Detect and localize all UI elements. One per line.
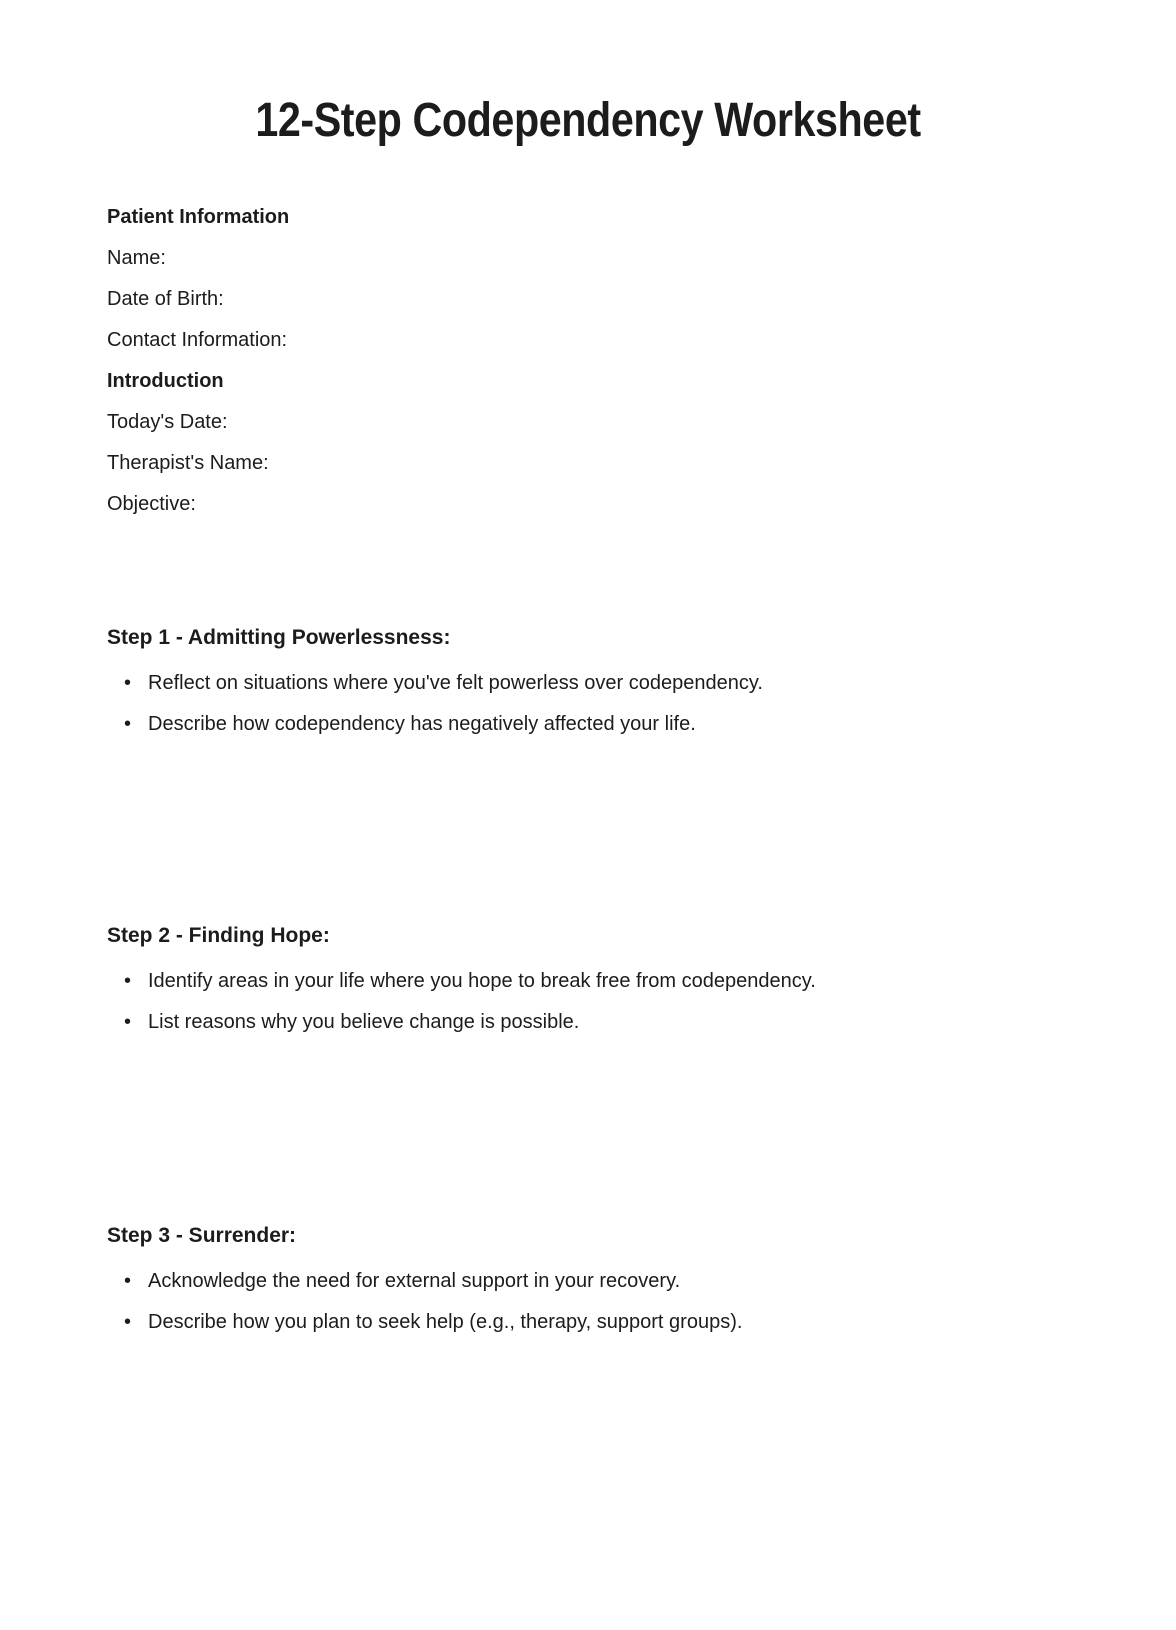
bullet-item (107, 663, 1076, 704)
field-label-date-of-birth: Date of Birth: (107, 288, 224, 310)
step-3-heading: Step 3 - Surrender: (107, 1224, 297, 1247)
bullet-text: List reasons why you believe change is possible. (148, 1011, 580, 1033)
bullet-item (107, 1302, 1076, 1343)
field-label-contact-information: Contact Information: (107, 329, 288, 351)
bullet-text: Describe how you plan to seek help (e.g., therapy, support groups). (148, 1311, 743, 1333)
field-label-objective: Objective: (107, 493, 196, 515)
page-title: 12-Step Codependency Worksheet (255, 94, 921, 147)
field-label-name: Name: (107, 247, 166, 269)
step-1-bullet-list (107, 663, 1076, 745)
bullet-item (107, 704, 1076, 745)
bullet-text: Reflect on situations where you've felt powerless over codependency. (148, 672, 763, 694)
step-2-heading: Step 2 - Finding Hope: (107, 924, 330, 947)
bullet-icon: • (124, 1311, 132, 1333)
step-3-section (107, 1215, 1076, 1343)
introduction-heading: Introduction (107, 370, 224, 392)
bullet-icon: • (124, 1011, 132, 1033)
step-1-heading: Step 1 - Admitting Powerlessness: (107, 626, 451, 649)
bullet-item (107, 1261, 1076, 1302)
bullet-text: Describe how codependency has negatively affected your life. (148, 713, 696, 735)
step-3-bullet-list (107, 1261, 1076, 1343)
step-2-section (107, 915, 1076, 1043)
bullet-icon: • (124, 970, 132, 992)
bullet-icon: • (124, 672, 132, 694)
field-label-todays-date: Today's Date: (107, 411, 228, 433)
bullet-icon: • (124, 1270, 132, 1292)
bullet-icon: • (124, 713, 132, 735)
bullet-item (107, 1002, 1076, 1043)
patient-and-intro-block (107, 197, 1076, 525)
step-2-bullet-list (107, 961, 1076, 1043)
bullet-text: Identify areas in your life where you hope to break free from codependency. (148, 970, 816, 992)
bullet-text: Acknowledge the need for external support in your recovery. (148, 1270, 681, 1292)
field-label-therapists-name: Therapist's Name: (107, 452, 269, 474)
bullet-item (107, 961, 1076, 1002)
patient-information-heading: Patient Information (107, 206, 290, 228)
step-1-section (107, 617, 1076, 745)
page-content (0, 197, 1176, 1343)
